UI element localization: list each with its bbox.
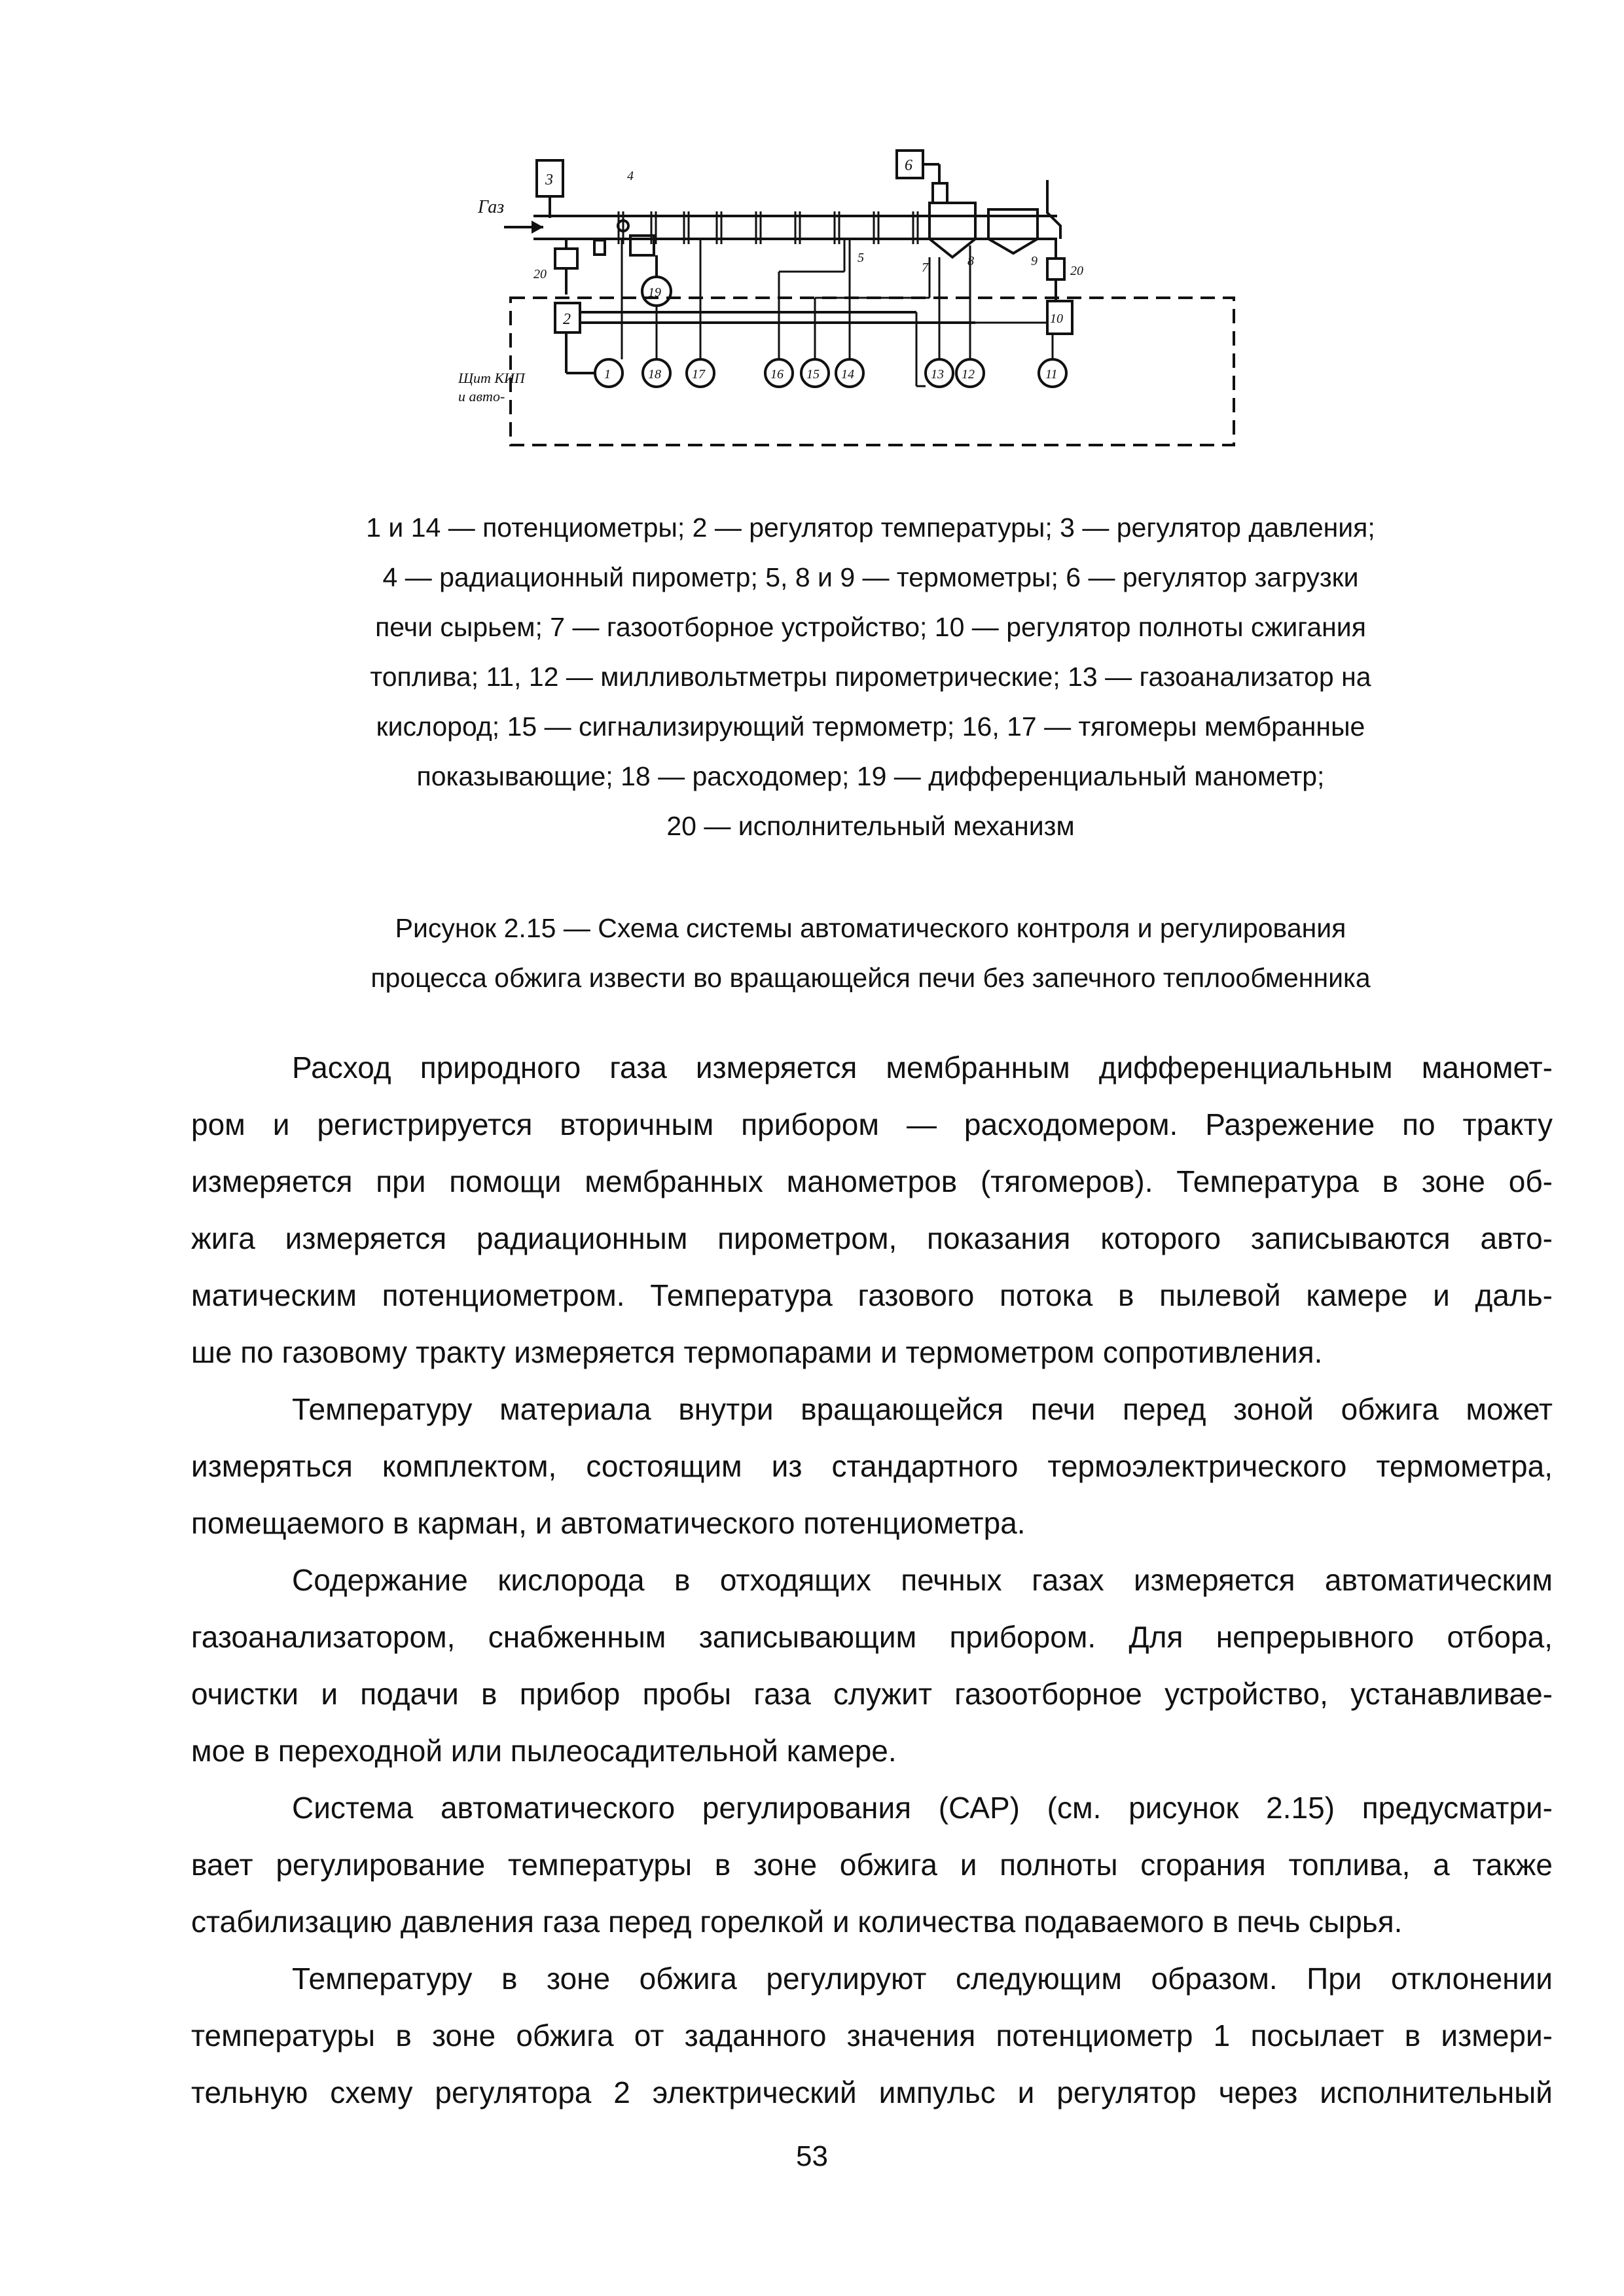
instrument-panel-border [511,298,1234,445]
page-number: 53 [796,2140,828,2172]
gas-label: Газ [478,197,505,217]
panel-label-1: Щит КИП [458,370,525,386]
label-20-right: 20 [1070,264,1083,278]
process-schematic-figure [458,141,1270,481]
label-13: 13 [931,367,944,382]
paragraph-3 [191,1552,1553,1780]
paragraph-1 [191,1039,1553,1381]
caption-line: процесса обжига извести во вращающейся печи без запечного теплообменника [370,963,1371,993]
gas-arrow-head [532,221,543,234]
legend-line: показывающие; 18 — расходомер; 19 — дифференциальный манометр; [416,761,1325,791]
text-line: Система автоматического регулирования (САР) (см. рисунок 2.15) предусматри- [292,1791,1553,1825]
text-line: измеряется при помощи мембранных манометров (тягомеров). Температура в зоне об- [191,1164,1553,1198]
panel-label-2: и авто- [458,388,505,404]
caption-line: Рисунок 2.15 — Схема системы автоматического контроля и регулирования [395,913,1346,943]
figure-caption [249,903,1492,1003]
label-1: 1 [604,367,611,382]
label-14: 14 [841,367,854,382]
text-line: очистки и подачи в прибор пробы газа служит газоотборное устройство, устанавливае- [191,1677,1553,1711]
label-8: 8 [967,254,974,268]
label-10: 10 [1050,312,1063,326]
label-20-left: 20 [533,267,547,281]
label-18: 18 [648,367,661,382]
text-line: вает регулирование температуры в зоне обжига и полноты сгорания топлива, а также [191,1848,1553,1882]
label-11: 11 [1045,367,1058,382]
text-line: температуры в зоне обжига от заданного значения потенциометр 1 посылает в измери- [191,2018,1553,2053]
gas-sampling-chamber-7 [929,203,975,257]
paragraph-2 [191,1381,1553,1552]
text-line: Температуру материала внутри вращающейся печи перед зоной обжига может [292,1392,1553,1426]
legend-line: 1 и 14 — потенциометры; 2 — регулятор температуры; 3 — регулятор давления; [366,512,1375,543]
figure-legend [249,503,1492,851]
label-9: 9 [1031,254,1038,268]
process-schematic-svg [458,141,1270,481]
legend-line: топлива; 11, 12 — милливольтметры пирометрические; 13 — газоанализатор на [370,662,1371,692]
text-line: матическим потенциометром. Температура газового потока в пылевой камере и даль- [191,1278,1553,1312]
label-4: 4 [627,169,634,183]
actuator-20-left-box [555,249,577,268]
label-16: 16 [770,367,784,382]
text-line: жига измеряется радиационным пирометром, показания которого записываются авто- [191,1221,1553,1255]
text-line: тельную схему регулятора 2 электрический импульс и регулятор через исполнительный [191,2075,1553,2109]
text-line: Расход природного газа измеряется мембранным дифференциальным маномет- [292,1050,1553,1085]
label-5: 5 [857,251,864,265]
label-7: 7 [922,260,928,275]
label-6: 6 [905,157,912,174]
text-line: Содержание кислорода в отходящих печных газах измеряется автоматическим [292,1563,1553,1597]
valve-box [594,240,605,255]
instrument-row [595,359,1066,387]
label-12: 12 [962,367,975,382]
label-2: 2 [563,311,571,328]
legend-line: 20 — исполнительный механизм [666,811,1075,841]
body-text [191,1039,1553,2121]
text-line: мое в переходной или пылеосадительной камере. [191,1734,897,1768]
label-17: 17 [692,367,705,382]
legend-line: печи сырьем; 7 — газоотборное устройство; 10 — регулятор полноты сжигания [375,612,1366,642]
text-line: ром и регистрируется вторичным прибором — расходомером. Разрежение по тракту [191,1107,1553,1141]
label-15: 15 [806,367,820,382]
text-line: помещаемого в карман, и автоматического потенциометра. [191,1506,1026,1540]
legend-line: кислород; 15 — сигнализирующий термометр; 16, 17 — тягомеры мембранные [376,711,1365,742]
actuator-20-right-box [1047,259,1064,279]
paragraph-5 [191,1950,1553,2121]
legend-line: 4 — радиационный пирометр; 5, 8 и 9 — термометры; 6 — регулятор загрузки [382,562,1359,592]
text-line: Температуру в зоне обжига регулируют следующим образом. При отклонении [292,1962,1553,1996]
text-line: стабилизацию давления газа перед горелкой и количества подаваемого в печь сырья. [191,1905,1403,1939]
paragraph-4 [191,1780,1553,1950]
label-3: 3 [545,171,553,188]
text-line: ше по газовому тракту измеряется термопарами и термометром сопротивления. [191,1335,1323,1369]
label-19: 19 [648,285,661,300]
text-line: измеряться комплектом, состоящим из стандартного термоэлектрического термометра, [191,1449,1553,1483]
feeder [933,183,947,203]
chimney [1047,180,1060,239]
text-line: газоанализатором, снабженным записывающим прибором. Для непрерывного отбора, [191,1620,1553,1654]
